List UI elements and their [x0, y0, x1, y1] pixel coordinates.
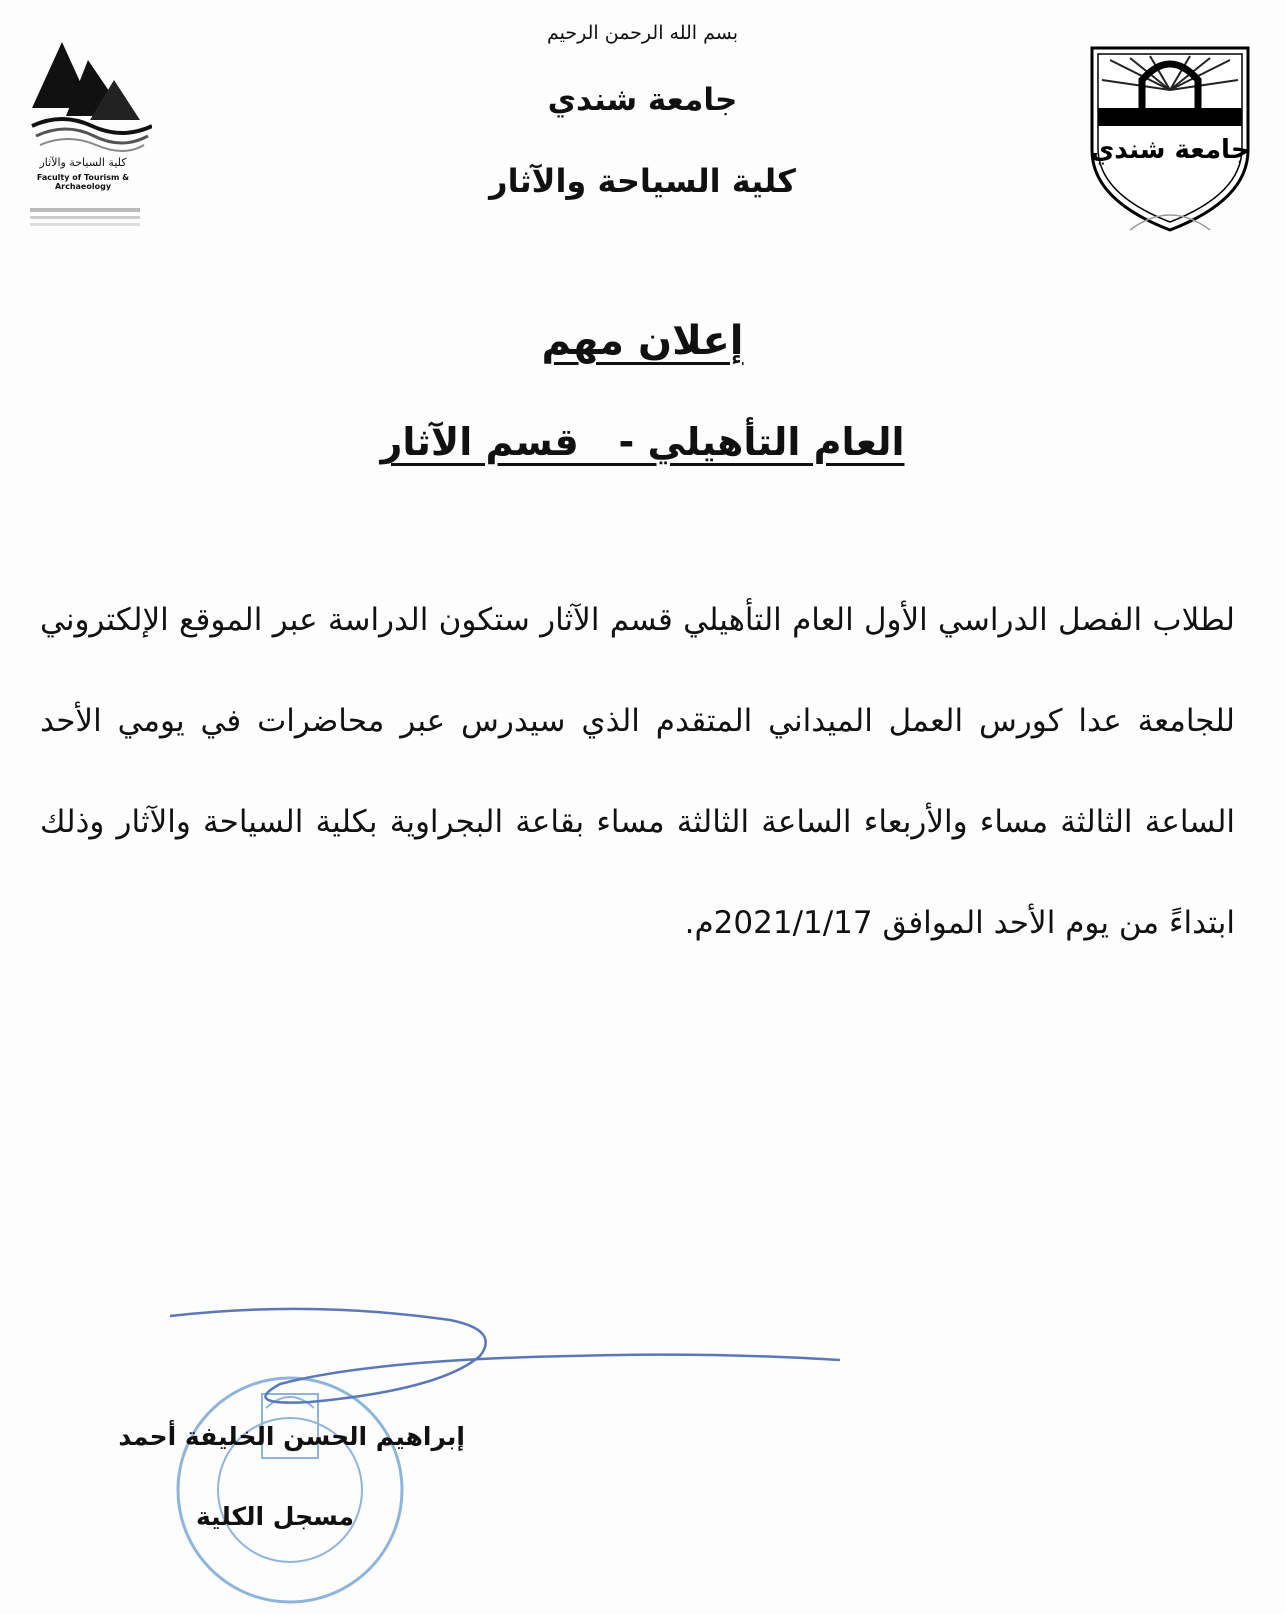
- faculty-logo-english-name: Faculty of Tourism & Archaeology: [36, 173, 130, 191]
- notice-subtitle: [0, 420, 1285, 464]
- svg-text:جامعة شندي: جامعة شندي: [1090, 135, 1250, 165]
- shendi-university-emblem-icon: [1080, 30, 1260, 240]
- notice-title-text: إعلان مهم: [541, 318, 744, 364]
- faculty-name: كلية السياحة والآثار: [489, 162, 796, 200]
- faculty-logo-arabic-name: كلية السياحة والآثار: [39, 156, 127, 169]
- signer-title: مسجل الكلية: [195, 1502, 355, 1531]
- notice-subtitle-text: العام التأهيلي - قسم الآثار: [380, 420, 905, 464]
- university-name: جامعة شندي: [547, 82, 738, 118]
- official-stamp-and-signature-icon: [150, 1290, 850, 1614]
- basmala: بسم الله الرحمن الرحيم: [547, 22, 738, 44]
- notice-title: [0, 318, 1285, 364]
- faculty-tourism-archaeology-logo-icon: [22, 30, 152, 235]
- notice-body: لطلاب الفصل الدراسي الأول العام التأهيلي قسم الآثار ستكون الدراسة عبر الموقع الإلكتروني للجامعة عدا كورس العمل الميداني المتقدم الذي سيدرس عبر محاضرات في يومي الأحد الساعة الثالثة مساء والأربعاء الساعة الثالثة مساء بقاعة البجراوية بكلية السياحة والآثار وذلك ابتداءً من يوم الأحد الموافق 2021/1/17م.: [40, 602, 1235, 941]
- signer-name: إبراهيم الحسن الخليفة أحمد: [118, 1422, 465, 1451]
